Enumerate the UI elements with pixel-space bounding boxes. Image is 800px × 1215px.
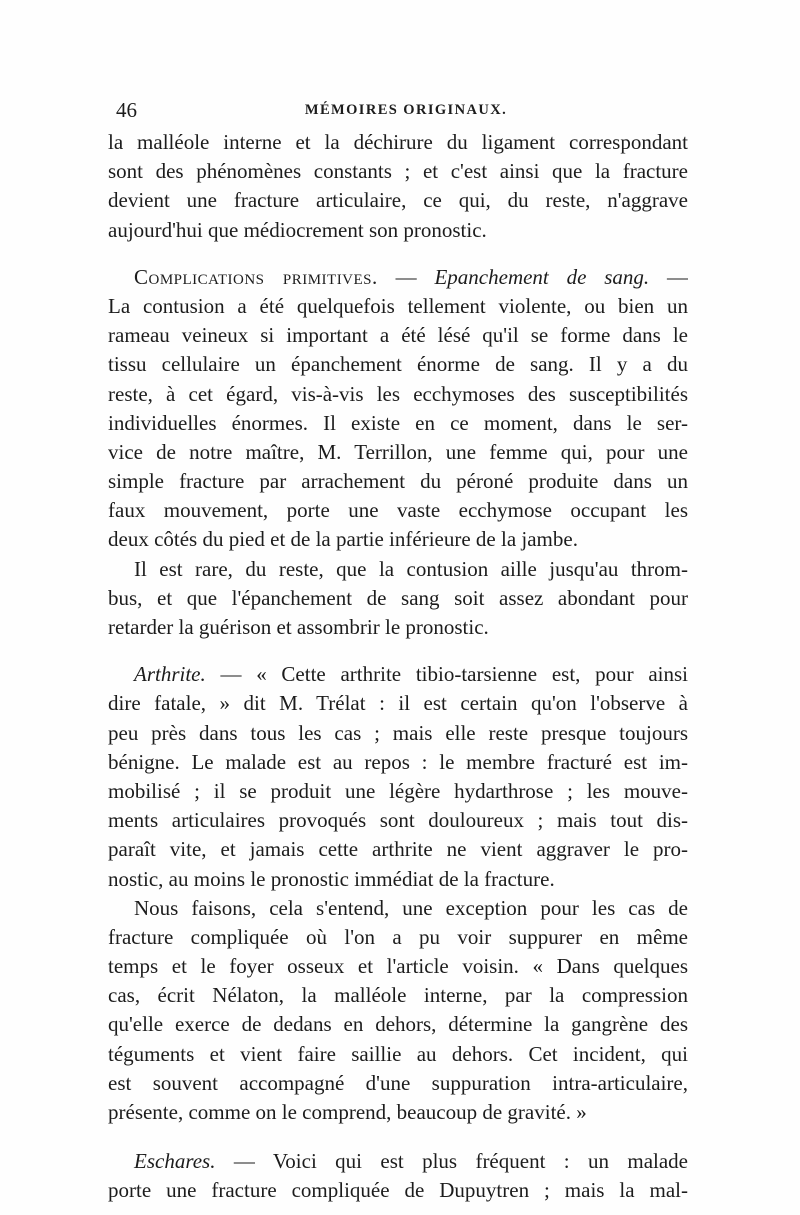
text-line: reste, à cet égard, vis-à-vis les ecchymoses des susceptibilités — [108, 381, 688, 406]
text-line: vice de notre maître, M. Terrillon, une femme qui, pour une — [108, 439, 688, 464]
paragraph — [108, 555, 688, 643]
text-line: est souvent accompagné d'une suppuration intra-articulaire, — [108, 1070, 688, 1095]
text-line: mobilisé ; il se produit une légère hydarthrose ; les mouve- — [108, 778, 688, 803]
text-line: téguments et vient faire saillie au dehors. Cet incident, qui — [108, 1041, 688, 1066]
text-line: paraît vite, et jamais cette arthrite ne vient aggraver le pro- — [108, 837, 688, 862]
text-run: — Voici qui est plus fréquent : un malade — [233, 1149, 688, 1174]
text-run: — « Cette arthrite tibio-tarsienne est, pour ainsi — [220, 662, 688, 687]
text-line: simple fracture par arrachement du péroné produite dans un — [108, 469, 688, 494]
text-line: nostic, au moins le pronostic immédiat de la fracture. — [108, 866, 555, 891]
text-line — [108, 660, 688, 689]
section-heading-line — [108, 263, 688, 292]
body-text — [108, 128, 688, 1206]
text-line: temps et le foyer osseux et l'article voisin. « Dans quelques — [108, 954, 688, 979]
paragraph — [108, 263, 688, 555]
paragraph — [108, 660, 688, 894]
text-line: Il est rare, du reste, que la contusion aille jusqu'au throm- — [134, 556, 688, 581]
text-line: dire fatale, » dit M. Trélat : il est certain qu'on l'observe à — [108, 691, 688, 716]
text-line: bus, et que l'épanchement de sang soit assez abondant pour — [108, 585, 688, 610]
text-line: cas, écrit Nélaton, la malléole interne, par la compression — [108, 983, 688, 1008]
section-heading: Complications primitives. — [134, 264, 378, 289]
text-line: individuelles énormes. Il existe en ce moment, dans le ser- — [108, 410, 688, 435]
text-line: retarder la guérison et assombrir le pronostic. — [108, 615, 489, 639]
paragraph — [108, 894, 688, 1128]
text-line: porte une fracture compliquée de Dupuytren ; mais la mal- — [108, 1178, 688, 1203]
text-line: aujourd'hui que médiocrement son pronostic. — [108, 217, 487, 242]
dash: — — [667, 264, 688, 289]
text-line: ments articulaires provoqués sont douloureux ; mais tout dis- — [108, 808, 688, 833]
text-line: tissu cellulaire un épanchement énorme de sang. Il y a du — [108, 352, 688, 377]
text-line — [108, 1147, 688, 1176]
paragraph — [108, 128, 688, 245]
text-line: fracture compliquée où l'on a pu voir suppurer en même — [108, 924, 688, 949]
subheading: Epanchement de sang. — [434, 264, 650, 289]
text-line: peu près dans tous les cas ; mais elle reste presque toujours — [108, 720, 688, 745]
text-line: devient une fracture articulaire, ce qui, du reste, n'aggrave — [108, 188, 688, 213]
page-number: 46 — [116, 98, 137, 122]
text-line: La contusion a été quelquefois tellement violente, ou bien un — [108, 293, 688, 318]
text-line: qu'elle exerce de dedans en dehors, détermine la gangrène des — [108, 1012, 688, 1037]
text-line: deux côtés du pied et de la partie inférieure de la jambe. — [108, 527, 578, 552]
text-line: rameau veineux si important a été lésé qu'il se forme dans le — [108, 323, 688, 348]
running-title: MÉMOIRES ORIGINAUX. — [304, 102, 508, 118]
text-line: sont des phénomènes constants ; et c'est ainsi que la fracture — [108, 159, 688, 184]
page-header — [116, 98, 696, 122]
text-line: Nous faisons, cela s'entend, une exception pour les cas de — [134, 895, 688, 920]
text-line: faux mouvement, porte une vaste ecchymose occupant les — [108, 498, 688, 523]
text-line: la malléole interne et la déchirure du ligament correspondant — [108, 130, 688, 154]
paragraph — [108, 1147, 688, 1205]
dash: — — [395, 264, 417, 289]
text-line: présente, comme on le comprend, beaucoup de gravité. » — [108, 1100, 587, 1124]
text-line: bénigne. Le malade est au repos : le membre fracturé est im- — [108, 749, 688, 774]
paragraph-lead: Eschares. — [134, 1149, 216, 1174]
paragraph-lead: Arthrite. — [134, 662, 206, 687]
